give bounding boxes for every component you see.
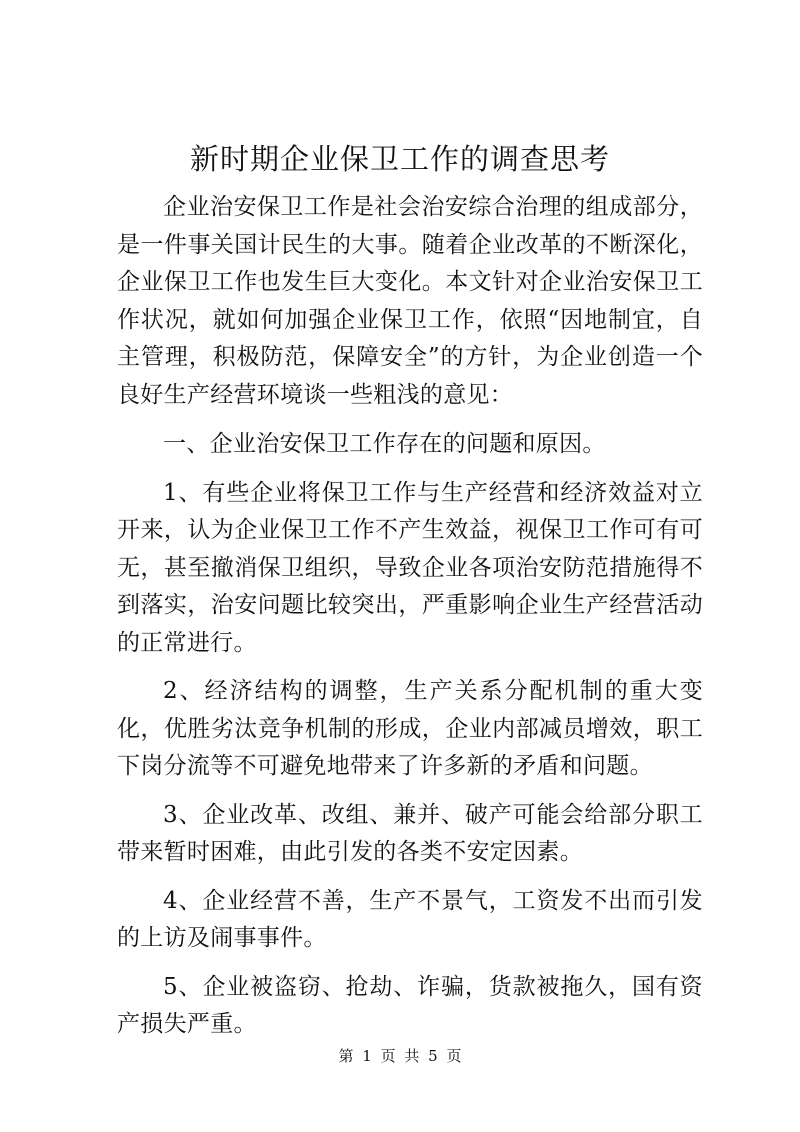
section-heading: 一、企业治安保卫工作存在的问题和原因。 xyxy=(163,431,606,457)
list-item-5: 5、企业被盗窃、抢劫、诈骗，货款被拖久，国有资产损失严重。 xyxy=(117,973,703,1037)
page-footer: 第 1 页 共 5 页 xyxy=(338,1047,462,1065)
document-title: 新时期企业保卫工作的调查思考 xyxy=(189,142,610,176)
list-item-3: 3、企业改革、改组、兼并、破产可能会给部分职工带来暂时困难，由此引发的各类不安定因素。 xyxy=(117,801,703,865)
list-item-4: 4、企业经营不善，生产不景气，工资发不出而引发的上访及闹事事件。 xyxy=(117,887,703,951)
list-item-1: 1、有些企业将保卫工作与生产经营和经济效益对立开来，认为企业保卫工作不产生效益，视保卫工作可有可无，甚至撤消保卫组织，导致企业各项治安防范措施得不到落实，治安问题比较突出，严重影响企业生产经营活动的正常进行。 xyxy=(117,479,703,656)
list-item-2: 2、经济结构的调整，生产关系分配机制的重大变化，优胜劣汰竞争机制的形成，企业内部减员增效，职工下岗分流等不可避免地带来了许多新的矛盾和问题。 xyxy=(117,678,703,779)
intro-paragraph: 企业治安保卫工作是社会治安综合治理的组成部分，是一件事关国计民生的大事。随着企业改革的不断深化，企业保卫工作也发生巨大变化。本文针对企业治安保卫工作状况，就如何加强企业保卫工作，依照“因地制宜，自主管理，积极防范，保障安全”的方针，为企业创造一个良好生产经营环境谈一些粗浅的意见： xyxy=(117,194,703,408)
document-body xyxy=(117,189,703,1044)
